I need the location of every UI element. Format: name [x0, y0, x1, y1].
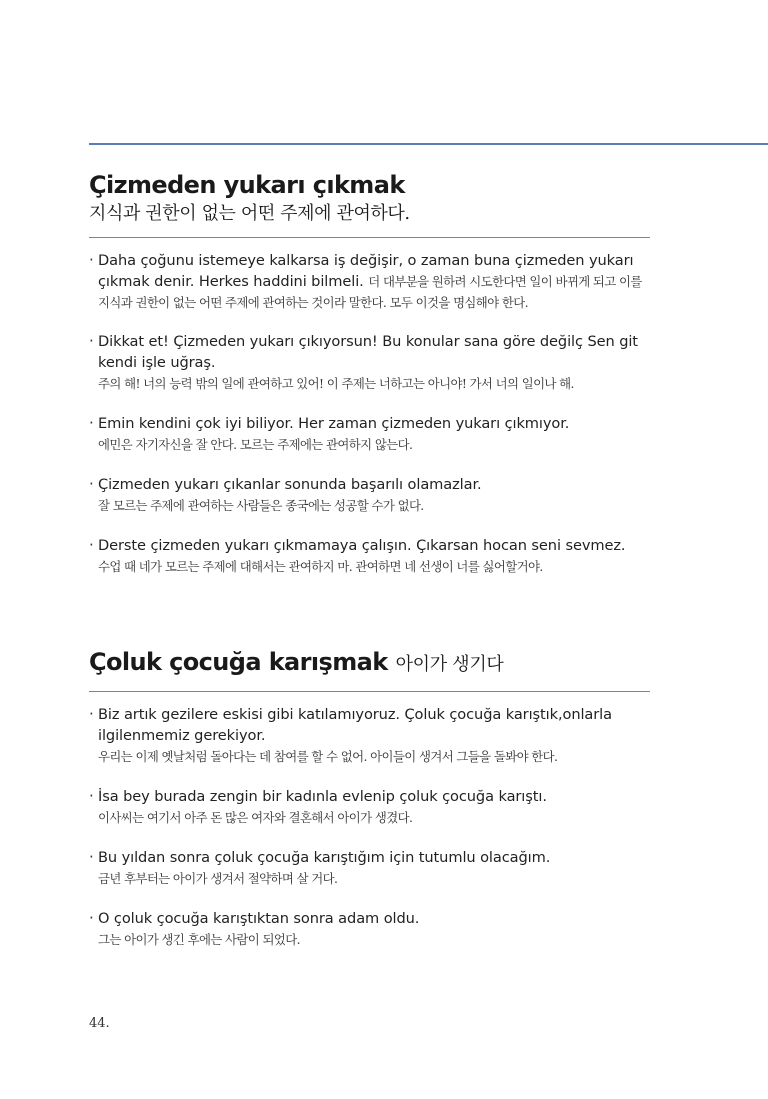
example-korean: 이사씨는 여기서 아주 돈 많은 여자와 결혼해서 아이가 생겼다.: [98, 810, 413, 825]
bullet-mark: ·: [89, 251, 94, 269]
example-korean: 더 대부분을 원하려 시도한다면 일이 바뀌게 되고 이를 지식과 권한이 없는 어떤 주제에 관여하는 것이라 말한다. 모두 이것을 명심해야 한다.: [98, 274, 642, 310]
bullet-mark: ·: [89, 414, 94, 432]
example-item: [89, 250, 650, 313]
example-item: [89, 847, 650, 890]
bullet-mark: ·: [89, 705, 94, 723]
example-item: [89, 474, 650, 517]
header-rule: [89, 143, 768, 145]
page-number: 44.: [89, 1016, 110, 1031]
example-korean: 수업 때 네가 모르는 주제에 대해서는 관여하지 마. 관여하면 네 선생이 너를 싫어할거야.: [98, 559, 543, 574]
section-divider: [89, 691, 650, 692]
example-turkish: Bu yıldan sonra çoluk çocuğa karıştığım için tutumlu olacağım.: [98, 849, 551, 866]
example-item: [89, 331, 650, 395]
idiom-section-cizmeden: [89, 169, 650, 596]
example-turkish: Çizmeden yukarı çıkanlar sonunda başarılı olamazlar.: [98, 476, 482, 493]
bullet-mark: ·: [89, 536, 94, 554]
bullet-mark: ·: [89, 332, 94, 350]
example-item: [89, 786, 650, 829]
section-divider: [89, 237, 650, 238]
example-turkish: [98, 250, 650, 313]
example-korean: 에민은 자기자신을 잘 안다. 모르는 주제에는 관여하지 않는다.: [98, 437, 413, 452]
bullet-mark: ·: [89, 475, 94, 493]
example-korean: 주의 해! 너의 능력 밖의 일에 관여하고 있어! 이 주제는 너하고는 아니야! 가서 너의 일이나 해.: [98, 376, 574, 391]
example-turkish: Dikkat et! Çizmeden yukarı çıkıyorsun! Bu konular sana göre değilç Sen git kendi işle uğraş.: [98, 333, 638, 371]
example-korean: 잘 모르는 주제에 관여하는 사람들은 종국에는 성공할 수가 없다.: [98, 498, 424, 513]
example-turkish: Derste çizmeden yukarı çıkmamaya çalışın. Çıkarsan hocan seni sevmez.: [98, 537, 626, 554]
bullet-mark: ·: [89, 787, 94, 805]
bullet-mark: ·: [89, 848, 94, 866]
idiom-meaning: 지식과 권한이 없는 어떤 주제에 관여하다.: [89, 203, 410, 224]
idiom-meaning: 아이가 생기다: [395, 654, 504, 675]
idiom-heading: [89, 646, 650, 681]
bullet-mark: ·: [89, 909, 94, 927]
example-list: [89, 250, 650, 578]
example-turkish: Emin kendini çok iyi biliyor. Her zaman çizmeden yukarı çıkmıyor.: [98, 415, 570, 432]
idiom-title: Çizmeden yukarı çıkmak: [89, 171, 405, 199]
example-turkish: İsa bey burada zengin bir kadınla evlenip çoluk çocuğa karıştı.: [98, 788, 547, 805]
example-item: [89, 704, 650, 768]
example-item: [89, 535, 650, 578]
idiom-section-coluk: [89, 646, 650, 969]
example-item: [89, 908, 650, 951]
idiom-title: Çoluk çocuğa karışmak: [89, 648, 388, 676]
example-list: [89, 704, 650, 951]
example-korean: 우리는 이제 옛날처럼 돌아다는 데 참여를 할 수 없어. 아이들이 생겨서 그들을 돌봐야 한다.: [98, 749, 558, 764]
example-turkish: Biz artık gezilere eskisi gibi katılamıyoruz. Çoluk çocuğa karıştık,onlarla ilgilenmemiz gerekiyor.: [98, 706, 612, 744]
example-korean: 그는 아이가 생긴 후에는 사람이 되었다.: [98, 932, 300, 947]
example-korean: 금년 후부터는 아이가 생겨서 절약하며 살 거다.: [98, 871, 338, 886]
example-item: [89, 413, 650, 456]
example-turkish: O çoluk çocuğa karıştıktan sonra adam oldu.: [98, 910, 420, 927]
example-turkish-text: Daha çoğunu istemeye kalkarsa iş değişir, o zaman buna çizmeden yukarı çıkmak denir. Herkes haddini bilmeli.: [98, 252, 634, 290]
